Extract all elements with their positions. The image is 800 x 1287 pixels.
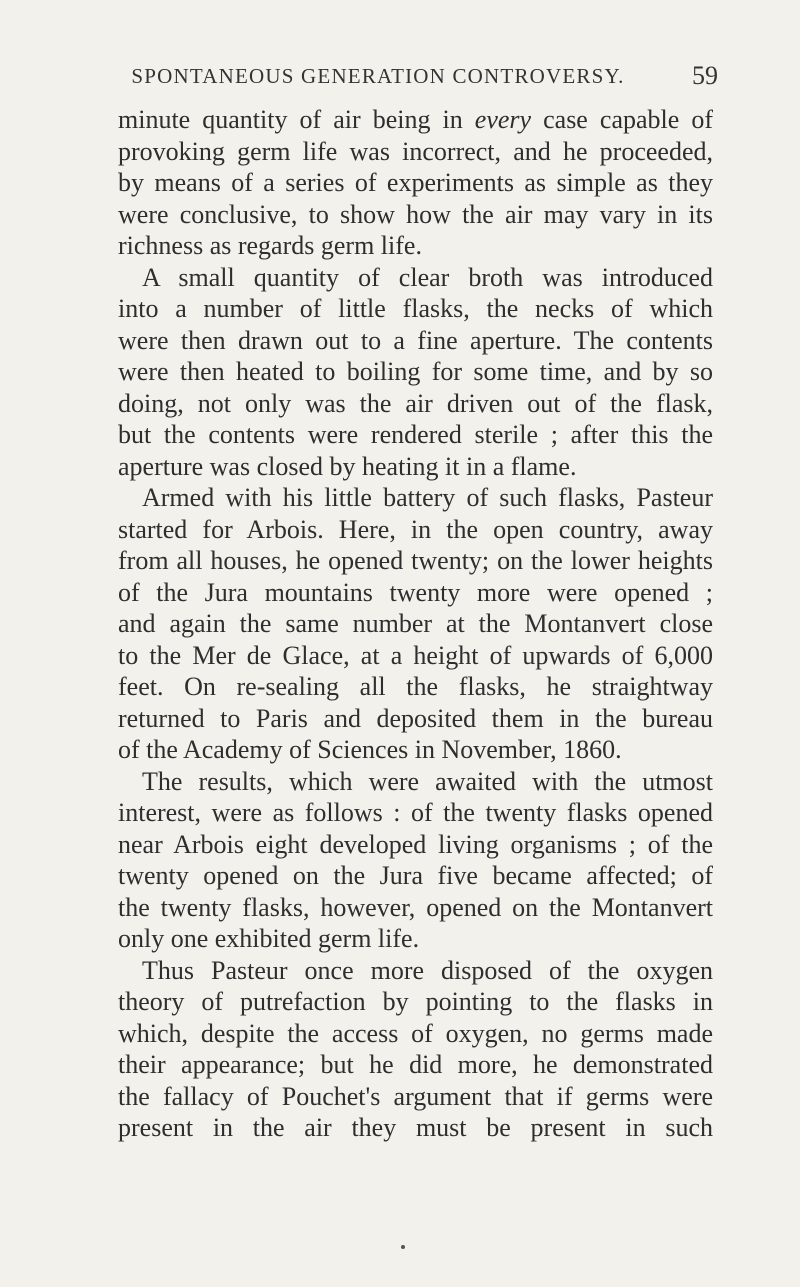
text-line: near Arbois eight developed living organisms ; of the xyxy=(118,829,713,859)
text-line: doing, not only was the air driven out of the flask, xyxy=(118,388,713,418)
text-line: the twenty flasks, however, opened on the Montanvert xyxy=(118,892,713,922)
text-line: A small quantity of clear broth was introduced xyxy=(142,262,713,292)
page-number: 59 xyxy=(692,61,718,90)
running-head xyxy=(118,58,718,94)
text-line: Armed with his little battery of such flasks, Pasteur xyxy=(142,483,713,512)
text-line: provoking germ life was incorrect, and he proceeded, xyxy=(118,136,713,166)
text-line: into a number of little flasks, the necks of which xyxy=(118,294,713,323)
text-line: of the Academy of Sciences in November, 1860. xyxy=(118,735,622,764)
text-line: and again the same number at the Montanvert close xyxy=(118,609,713,638)
print-speck xyxy=(401,1245,405,1249)
text-line: aperture was closed by heating it in a flame. xyxy=(118,451,577,481)
text-line: their appearance; but he did more, he demonstrated xyxy=(118,1050,713,1079)
text-line: the fallacy of Pouchet's argument that if germs were xyxy=(118,1081,713,1111)
text-line: to the Mer de Glace, at a height of upwards of 6,000 xyxy=(118,640,713,670)
text-line: Thus Pasteur once more disposed of the oxygen xyxy=(142,955,713,985)
text-line: but the contents were rendered sterile ; after this the xyxy=(118,420,713,449)
text-line: The results, which were awaited with the utmost xyxy=(142,766,713,796)
text-line: twenty opened on the Jura five became affected; of xyxy=(118,861,713,890)
text-line: minute quantity of air being in every case capable of xyxy=(118,105,713,134)
body-text xyxy=(118,104,713,1144)
text-line: only one exhibited germ life. xyxy=(118,924,420,953)
text-line: theory of putrefaction by pointing to the flasks in xyxy=(118,987,713,1016)
text-line: from all houses, he opened twenty; on the lower heights xyxy=(118,546,713,575)
text-line: interest, were as follows : of the twenty flasks opened xyxy=(118,798,713,827)
text-line: were then heated to boiling for some time, and by so xyxy=(118,357,713,386)
text-line: of the Jura mountains twenty more were opened ; xyxy=(118,577,713,607)
text-line: returned to Paris and deposited them in the bureau xyxy=(118,703,713,733)
text-line: started for Arbois. Here, in the open country, away xyxy=(118,514,713,544)
text-line: were then drawn out to a fine aperture. The contents xyxy=(118,325,713,355)
text-line: present in the air they must be present in such xyxy=(118,1113,713,1142)
running-title: SPONTANEOUS GENERATION CONTROVERSY. xyxy=(131,64,625,88)
text-line: were conclusive, to show how the air may vary in its xyxy=(118,199,713,229)
text-line: richness as regards germ life. xyxy=(118,231,422,260)
text-line: feet. On re-sealing all the flasks, he straightway xyxy=(118,672,713,701)
text-line: which, despite the access of oxygen, no germs made xyxy=(118,1018,713,1048)
text-line: by means of a series of experiments as simple as they xyxy=(118,168,713,197)
